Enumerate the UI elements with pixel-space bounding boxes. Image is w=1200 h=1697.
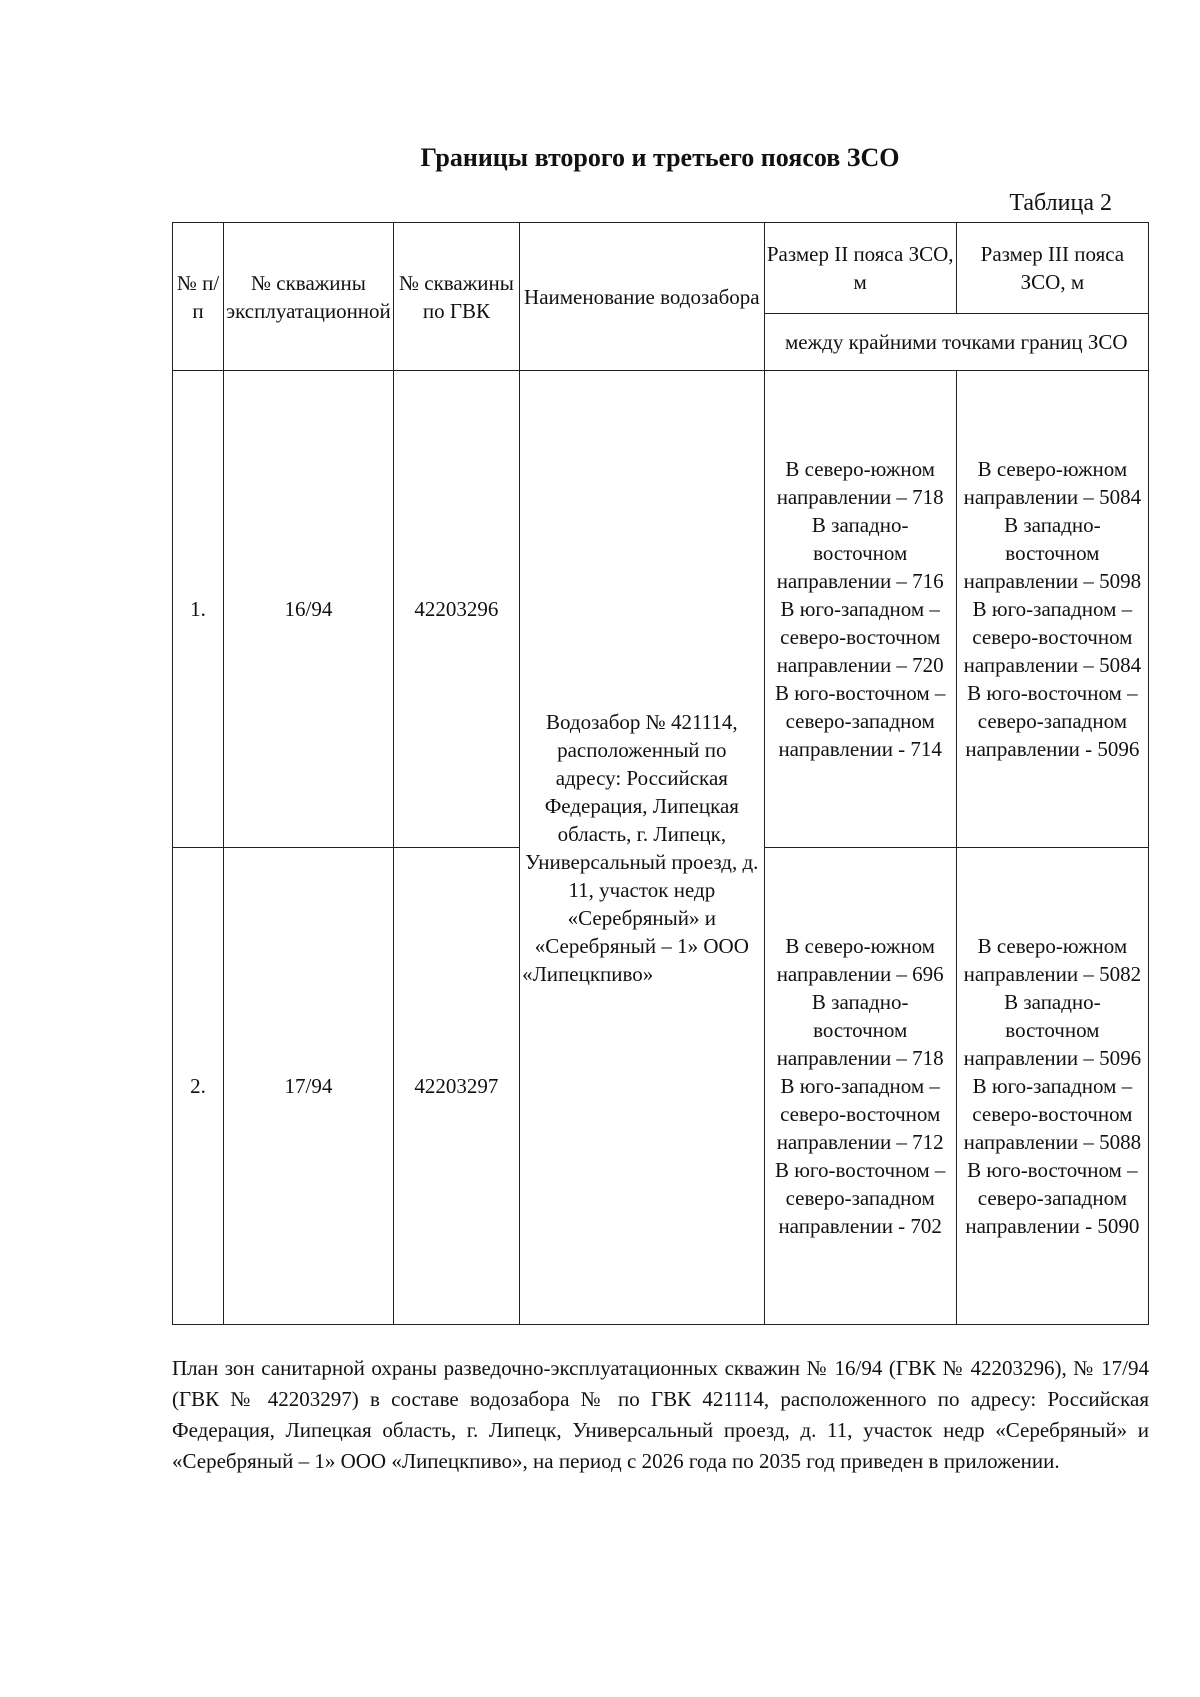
- zone3-direction-se-nw: В юго-восточном – северо-западном направлении - 5090: [965, 1158, 1140, 1238]
- row-gvk-number: 42203296: [393, 371, 519, 848]
- zone3-direction-ns: В северо-южном направлении – 5084: [963, 457, 1142, 509]
- zone3-direction-sw-ne: В юго-западном – северо-восточном направлении – 5084: [963, 597, 1142, 677]
- zone2-direction-sw-ne: В юго-западном – северо-восточном направлении – 712: [776, 1074, 944, 1154]
- zone3-size-cell: [956, 848, 1148, 1325]
- table-label: Таблица 2: [1009, 190, 1112, 216]
- zone2-direction-sw-ne: В юго-западном – северо-восточном направлении – 720: [776, 597, 944, 677]
- header-pp: № п/п: [173, 223, 224, 371]
- zone3-direction-ns: В северо-южном направлении – 5082: [963, 934, 1142, 986]
- zone2-direction-ns: В северо-южном направлении – 696: [776, 934, 944, 986]
- conclusion-paragraph: [172, 1353, 1149, 1477]
- zone3-direction-we: В западно-восточном направлении – 5096: [963, 990, 1142, 1070]
- header-intake-name: Наименование водозабора: [520, 223, 765, 371]
- header-well-gvk: № скважины по ГВК: [393, 223, 519, 371]
- header-well-exploitation: № скважины эксплуатационной: [224, 223, 394, 371]
- row-gvk-number: 42203297: [393, 848, 519, 1325]
- zone2-direction-ns: В северо-южном направлении – 718: [776, 457, 944, 509]
- table-header-row: [173, 223, 1149, 314]
- zone3-direction-sw-ne: В юго-западном – северо-восточном направлении – 5088: [963, 1074, 1142, 1154]
- zone3-direction-we: В западно-восточном направлении – 5098: [963, 513, 1142, 593]
- header-zone2-size: Размер II пояса ЗСО, м: [764, 223, 956, 314]
- zso-boundaries-table: [172, 222, 1149, 1325]
- row-pp: 2.: [173, 848, 224, 1325]
- header-between-points: между крайними точками границ ЗСО: [764, 314, 1148, 371]
- zone2-direction-we: В западно-восточном направлении – 718: [776, 990, 944, 1070]
- zone2-size-cell: [764, 848, 956, 1325]
- intake-name-cell: Водозабор № 421114, расположенный по адресу: Российская Федерация, Липецкая область, г. Липецк, Универсальный проезд, д. 11, участок недр «Серебряный» и «Серебряный – 1» ООО «Липецкпиво»: [520, 371, 765, 1325]
- row-pp: 1.: [173, 371, 224, 848]
- page-title: Границы второго и третьего поясов ЗСО: [420, 143, 900, 172]
- row-well-number: 16/94: [224, 371, 394, 848]
- table-row: [173, 371, 1149, 848]
- zone3-size-cell: [956, 371, 1148, 848]
- zone2-direction-se-nw: В юго-восточном – северо-западном направлении - 702: [774, 1158, 946, 1238]
- zone3-direction-se-nw: В юго-восточном – северо-западном направлении - 5096: [965, 681, 1140, 761]
- zone2-direction-we: В западно-восточном направлении – 716: [776, 513, 944, 593]
- row-well-number: 17/94: [224, 848, 394, 1325]
- zone2-size-cell: [764, 371, 956, 848]
- header-zone3-size: Размер III пояса ЗСО, м: [956, 223, 1148, 314]
- conclusion-text: План зон санитарной охраны разведочно-эксплуатационных скважин № 16/94 (ГВК № 42203296), № 17/94 (ГВК № 42203297) в составе водозабора № по ГВК 421114, расположенного по адресу: Российская Федерация, Липецкая область, г. Липецк, Универсальный проезд, д. 11, участок недр «Серебряный» и «Серебряный – 1» ООО «Липецкпиво», на период с 2026 года по 2035 год приведен в приложении.: [172, 1356, 1149, 1473]
- zone2-direction-se-nw: В юго-восточном – северо-западном направлении - 714: [774, 681, 946, 761]
